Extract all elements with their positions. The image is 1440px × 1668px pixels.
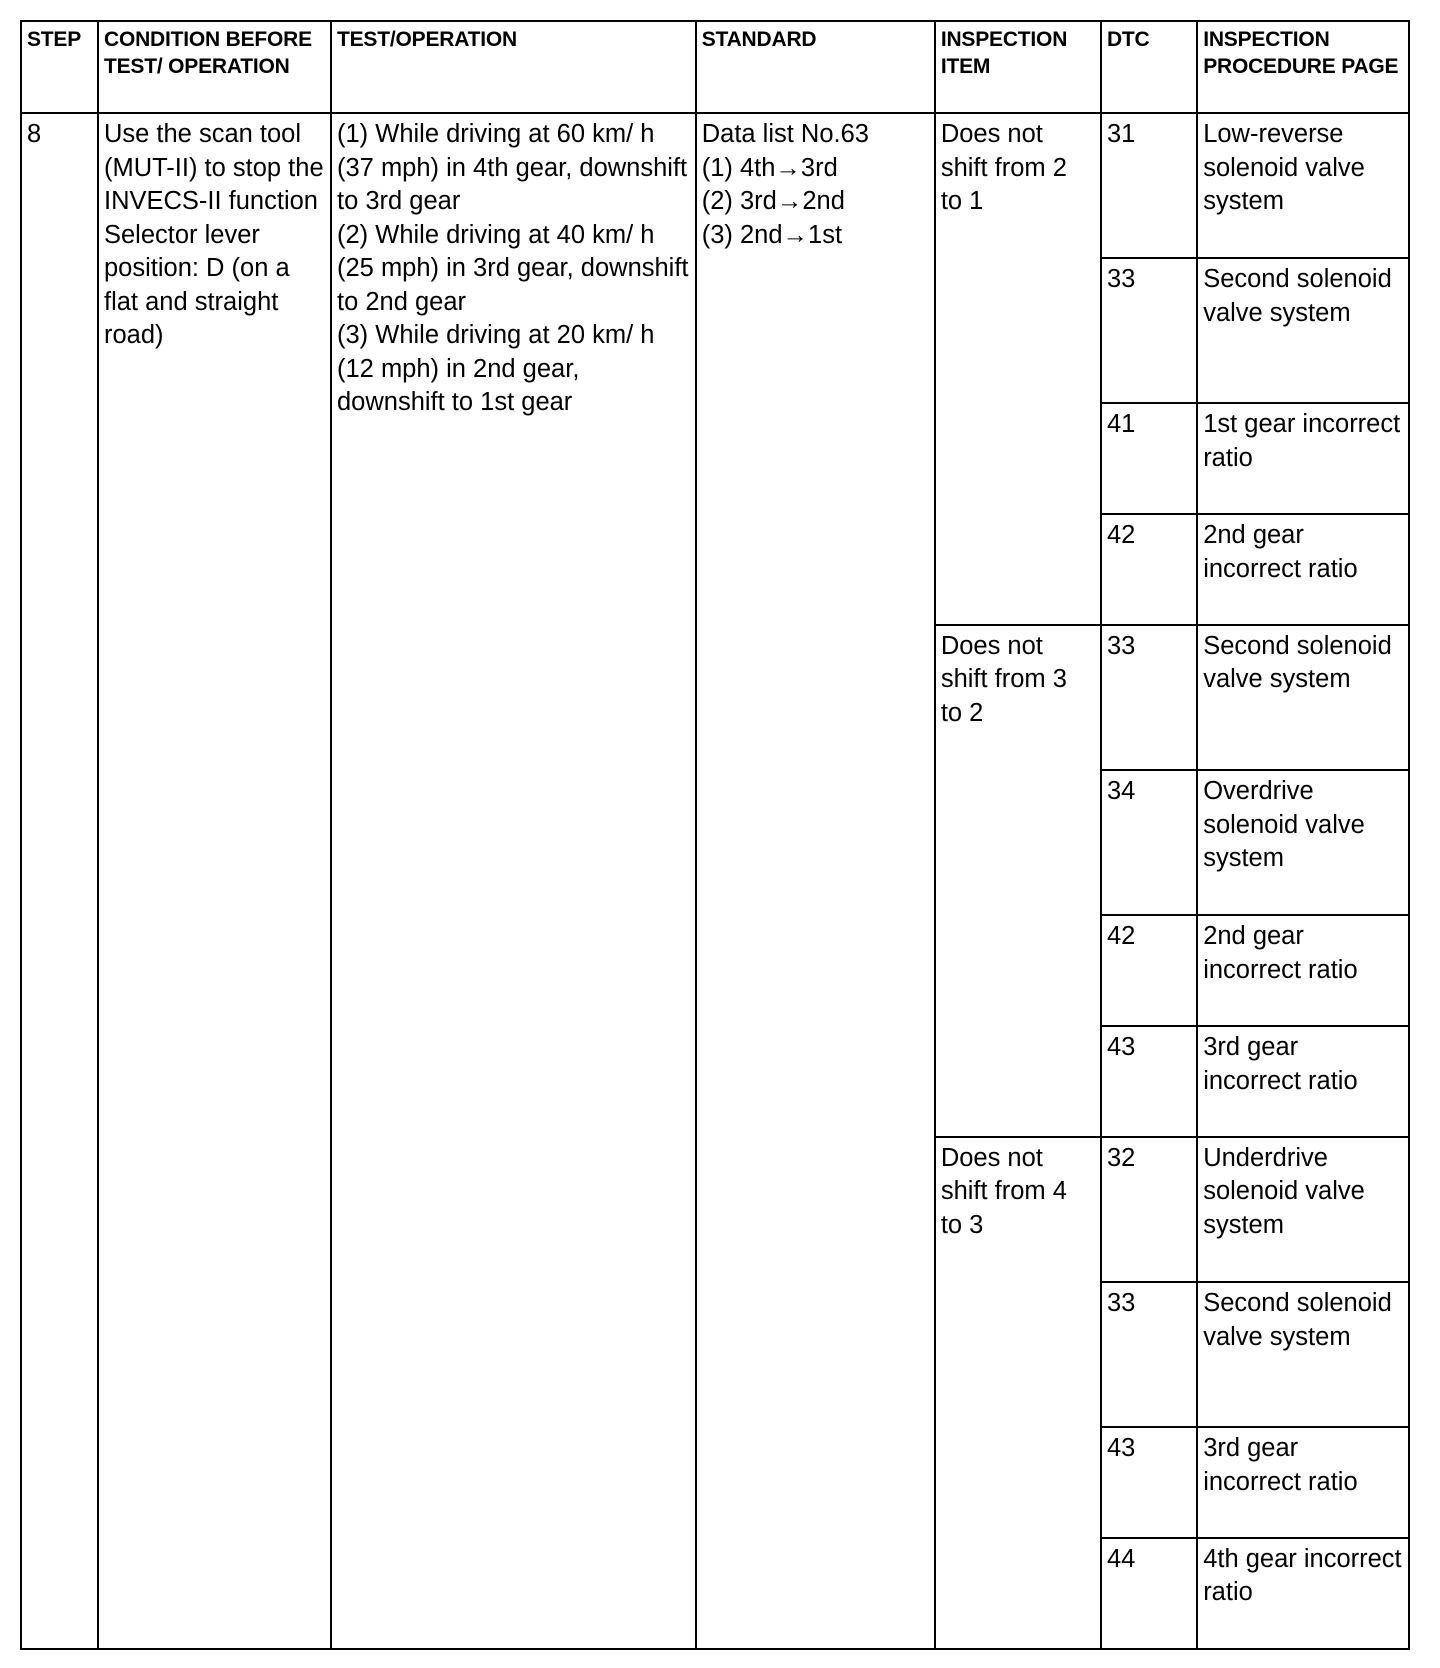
header-procedure-page: INSPECTION PROCEDURE PAGE xyxy=(1197,21,1409,113)
header-row xyxy=(21,21,1409,113)
cell-dtc: 42 xyxy=(1101,514,1197,625)
header-step: STEP xyxy=(21,21,98,113)
cell-dtc: 43 xyxy=(1101,1427,1197,1538)
cell-dtc: 44 xyxy=(1101,1538,1197,1649)
cell-dtc: 33 xyxy=(1101,1282,1197,1427)
header-inspection-item: INSPECTION ITEM xyxy=(935,21,1101,113)
cell-procedure: Second solenoid valve system xyxy=(1197,625,1409,770)
test-operation-text: (1) While driving at 60 km/ h (37 mph) in 4th gear, downshift to 3rd gear (2) While driving at 40 km/ h (25 mph) in 3rd gear, downshift to 2nd gear (3) While driving at 20 km/ h (12 mph) in 2nd gear, downshift to 1st gear xyxy=(337,120,689,416)
cell-procedure: 4th gear incorrect ratio xyxy=(1197,1538,1409,1649)
header-standard: STANDARD xyxy=(696,21,935,113)
cell-dtc: 33 xyxy=(1101,258,1197,403)
cell-procedure: 1st gear incorrect ratio xyxy=(1197,403,1409,514)
cell-procedure: Low-reverse solenoid valve system xyxy=(1197,113,1409,258)
cell-inspection-item: Does not shift from 2 to 1 xyxy=(935,113,1101,625)
cell-dtc: 33 xyxy=(1101,625,1197,770)
inspection-table xyxy=(20,20,1410,1650)
cell-procedure: Overdrive solenoid valve system xyxy=(1197,770,1409,915)
cell-procedure: 2nd gear incorrect ratio xyxy=(1197,915,1409,1026)
cell-standard xyxy=(696,113,935,1649)
cell-dtc: 34 xyxy=(1101,770,1197,915)
standard-text: Data list No.63 (1) 4th→3rd (2) 3rd→2nd (3) 2nd→1st xyxy=(701,120,869,249)
cell-dtc: 43 xyxy=(1101,1026,1197,1137)
cell-procedure: 3rd gear incorrect ratio xyxy=(1197,1026,1409,1137)
cell-procedure: Underdrive solenoid valve system xyxy=(1197,1137,1409,1282)
cell-procedure: Second solenoid valve system xyxy=(1197,1282,1409,1427)
cell-dtc: 32 xyxy=(1101,1137,1197,1282)
cell-procedure: Second solenoid valve system xyxy=(1197,258,1409,403)
cell-inspection-item: Does not shift from 3 to 2 xyxy=(935,625,1101,1137)
cell-condition: Use the scan tool (MUT-II) to stop the INVECS-II function Selector lever position: D (on a flat and straight road) xyxy=(98,113,331,1649)
cell-procedure: 3rd gear incorrect ratio xyxy=(1197,1427,1409,1538)
header-condition: CONDITION BEFORE TEST/ OPERATION xyxy=(98,21,331,113)
header-dtc: DTC xyxy=(1101,21,1197,113)
table-row xyxy=(21,113,1409,258)
cell-dtc: 41 xyxy=(1101,403,1197,514)
cell-test-operation xyxy=(331,113,696,1649)
cell-dtc: 42 xyxy=(1101,915,1197,1026)
cell-dtc: 31 xyxy=(1101,113,1197,258)
cell-inspection-item: Does not shift from 4 to 3 xyxy=(935,1137,1101,1649)
cell-procedure: 2nd gear incorrect ratio xyxy=(1197,514,1409,625)
cell-step: 8 xyxy=(21,113,98,1649)
header-test-operation: TEST/OPERATION xyxy=(331,21,696,113)
